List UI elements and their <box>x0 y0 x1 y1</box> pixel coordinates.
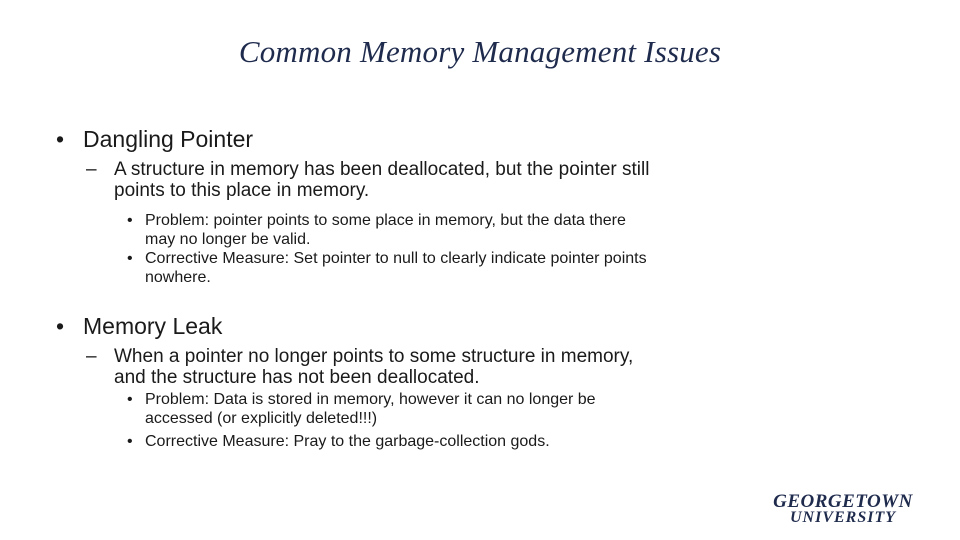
detail-item <box>56 390 656 428</box>
dash-icon: – <box>86 346 97 367</box>
bullet-icon: • <box>127 212 133 229</box>
detail-item <box>56 432 656 451</box>
description-text: A structure in memory has been deallocated, but the pointer still points to this place in memory. <box>114 159 650 201</box>
bullet-memory-leak <box>56 313 656 340</box>
logo-line-1: GEORGETOWN <box>773 491 913 512</box>
detail-text: Problem: Data is stored in memory, however it can no longer be accessed (or explicitly deleted!!!) <box>145 391 596 427</box>
detail-item <box>56 211 656 249</box>
detail-text: Corrective Measure: Pray to the garbage-collection gods. <box>145 433 550 450</box>
bullet-heading: Dangling Pointer <box>83 126 254 152</box>
sub-bullet-description <box>56 346 656 388</box>
dash-icon: – <box>86 159 97 180</box>
bullet-icon: • <box>127 433 133 450</box>
description-text: When a pointer no longer points to some structure in memory, and the structure has not been deallocated. <box>114 346 634 388</box>
detail-text: Problem: pointer points to some place in memory, but the data there may no longer be valid. <box>145 212 626 248</box>
detail-text: Corrective Measure: Set pointer to null to clearly indicate pointer points nowhere. <box>145 250 647 286</box>
slide-content <box>56 126 656 451</box>
sub-bullet-description <box>56 159 656 201</box>
bullet-icon: • <box>56 313 65 339</box>
georgetown-logo <box>752 491 934 530</box>
logo-line-2: UNIVERSITY <box>789 509 897 526</box>
bullet-icon: • <box>127 391 133 408</box>
detail-item <box>56 249 656 287</box>
bullet-icon: • <box>56 126 65 152</box>
bullet-icon: • <box>127 250 133 267</box>
bullet-dangling-pointer <box>56 126 656 153</box>
bullet-heading: Memory Leak <box>83 313 223 339</box>
slide-title: Common Memory Management Issues <box>238 34 722 69</box>
